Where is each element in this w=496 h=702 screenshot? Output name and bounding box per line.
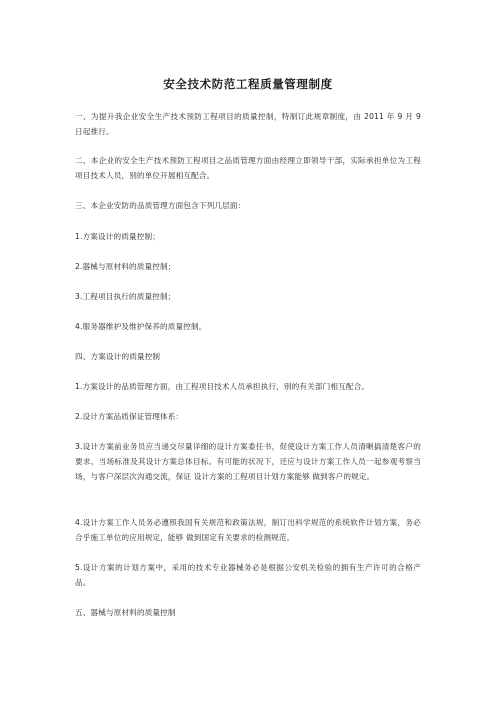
paragraph-6: 3.工程项目执行的质量控制； <box>75 292 176 301</box>
paragraph-5: 2.器械与原材料的质量控制； <box>75 262 176 271</box>
paragraph-4: 1.方案设计的质量控制； <box>75 232 160 241</box>
paragraph-2: 二、本企业的安全生产技术预防工程项目之品质管理方面由经理立即领导干部，实际承担单位为工程项目技术人员，别的单位开展相互配合。 <box>75 156 421 180</box>
paragraph-8: 1.方案设计的品质管理方面，由工程项目技术人员承担执行，别的有关部门相互配合。 <box>75 382 370 391</box>
paragraph-9: 2.设计方案品质保证管理体系： <box>75 412 184 421</box>
paragraph-10: 3.设计方案前业务员应当递交尽量详细的设计方案委任书，促使设计方案工作人员清晰搞清楚客户的要求、当场标准及其设计方案总体目标。有可能的状况下，还应与设计方案工作人员一起参观考察当场，与客户深层次沟通交流，保证 设计方案的工程项目计划方案能够 做到客户的规定。 <box>75 442 421 481</box>
paragraph-7: 4.服务器维护及维护保养的质量控制。 <box>75 322 207 331</box>
section-heading-4: 四、方案设计的质量控制 <box>75 352 161 361</box>
paragraph-1: 一、为提升我企业安全生产技术预防工程项目的质量控制，特制订此规章制度，由 2011 年 9 月 9 日起推行。 <box>75 112 421 136</box>
document-title: 安全技术防范工程质量管理制度 <box>163 77 333 91</box>
paragraph-3: 三、本企业安防的品质管理方面包含下列几层面： <box>75 201 246 210</box>
paragraph-11: 4.设计方案工作人员务必遵照我国有关规范和政策法规，制订出科学规范的系统软件计划方案，务必合乎施工单位的应用规定，能够 做到国定有关要求的检测规范。 <box>75 518 421 542</box>
paragraph-12: 5.设计方案的计划方案中，采用的技术专业器械务必是根据公安机关检验的拥有生产许可的合格产品。 <box>75 563 421 587</box>
section-heading-5: 五、器械与原材料的质量控制 <box>75 608 176 617</box>
